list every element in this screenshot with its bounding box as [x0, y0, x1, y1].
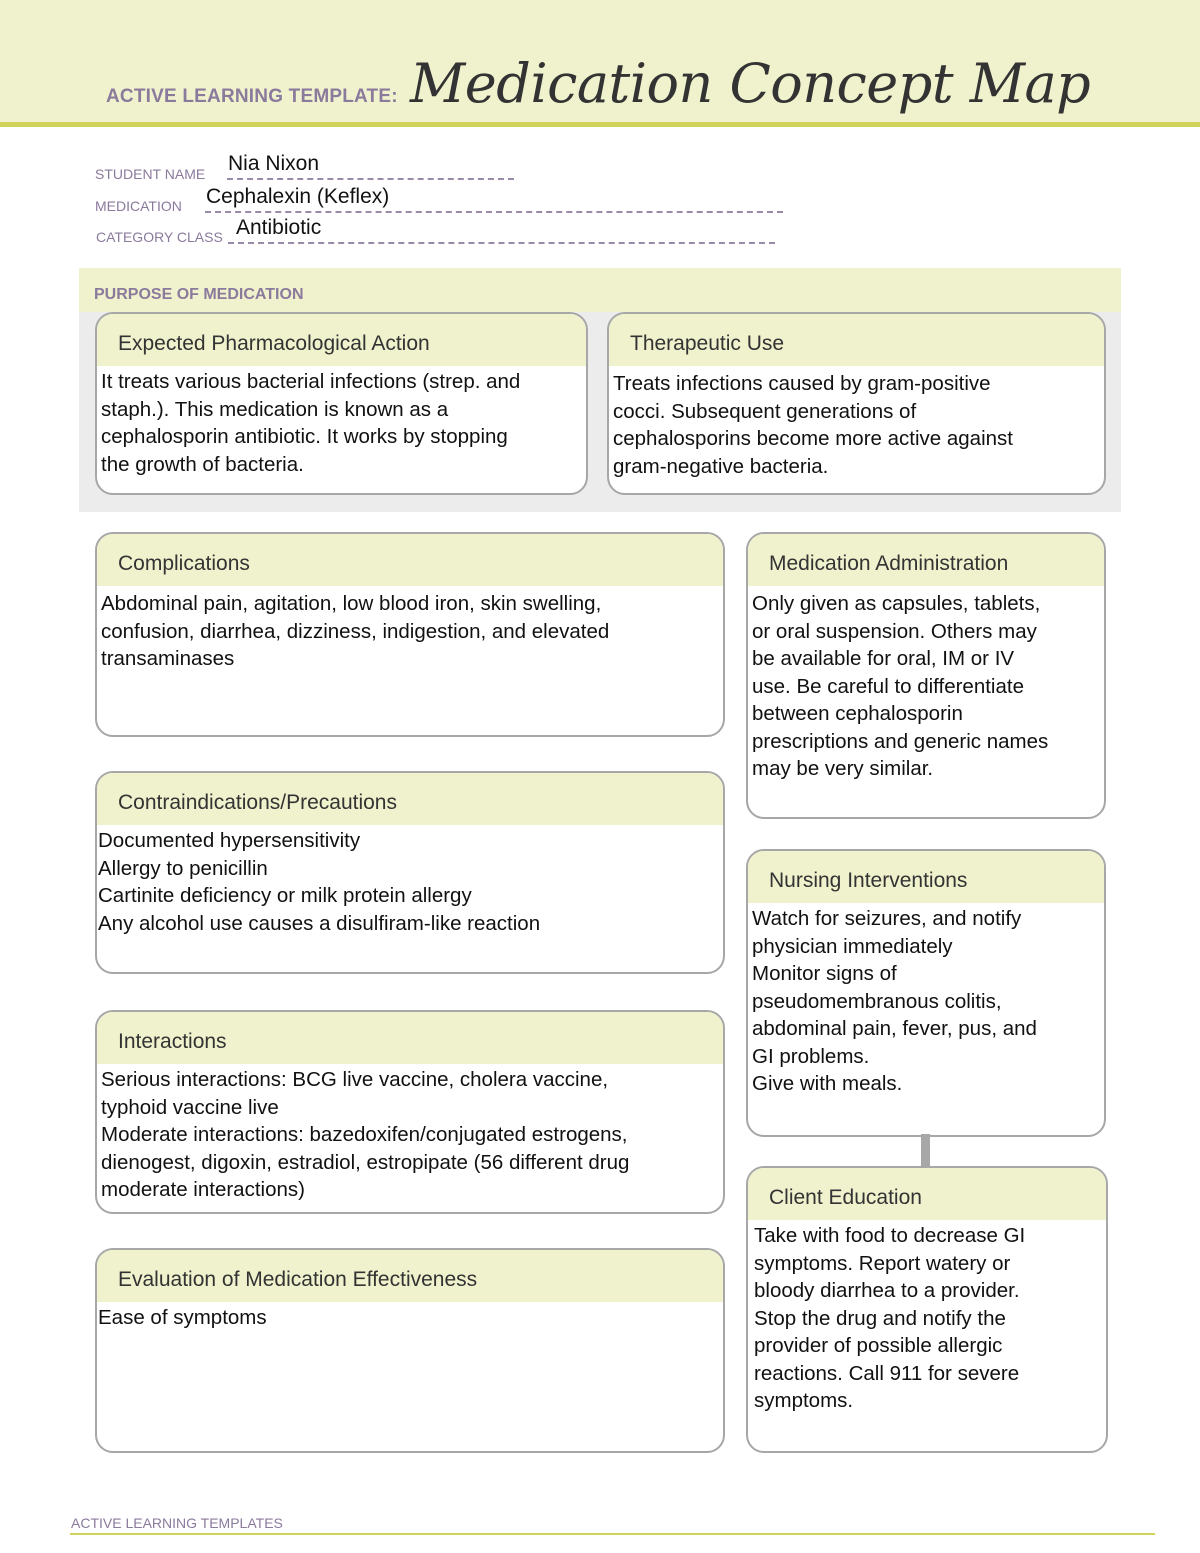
text-line: symptoms. [754, 1389, 854, 1412]
box-body[interactable] [609, 366, 1104, 482]
box-body[interactable] [97, 1064, 723, 1206]
text-line: confusion, diarrhea, dizziness, indigestion, and elevated [101, 619, 610, 643]
text-line: abdominal pain, fever, pus, and [752, 1017, 1037, 1040]
text-line: GI problems. [752, 1044, 870, 1068]
text-line: cephalosporins become more active against [613, 427, 1013, 450]
medication-label: MEDICATION [95, 198, 182, 214]
box-title: Nursing Interventions [748, 851, 1104, 903]
text-line: staph.). This medication is known as a [101, 397, 449, 421]
box-title: Client Education [748, 1168, 1106, 1220]
footer-label: ACTIVE LEARNING TEMPLATES [71, 1515, 283, 1531]
text-line: Treats infections caused by gram-positive [613, 372, 991, 395]
box-title: Therapeutic Use [609, 314, 1104, 366]
template-label: ACTIVE LEARNING TEMPLATE: [106, 86, 398, 107]
text-line: Abdominal pain, agitation, low blood iron, skin swelling, [101, 592, 602, 615]
box-body[interactable] [97, 366, 586, 480]
text-line: between cephalosporin [752, 702, 963, 725]
text-line: Ease of symptoms [98, 1306, 267, 1329]
therapeutic-use-box [607, 312, 1106, 495]
header-divider [0, 122, 1200, 127]
text-line: gram-negative bacteria. [613, 454, 829, 478]
text-line: Only given as capsules, tablets, [752, 592, 1041, 615]
medication-administration-box [746, 532, 1106, 819]
text-line: typhoid vaccine live [101, 1095, 279, 1119]
box-body[interactable] [97, 1302, 723, 1334]
contraindications-box [95, 771, 725, 974]
evaluation-box [95, 1248, 725, 1453]
text-line: transaminases [101, 647, 235, 670]
text-line: Cartinite deficiency or milk protein allergy [98, 884, 472, 907]
nursing-interventions-box [746, 849, 1106, 1137]
box-body[interactable] [97, 825, 723, 939]
student-name-line [227, 178, 514, 180]
text-line: Any alcohol use causes a disulfiram-like reaction [98, 911, 541, 935]
box-title: Medication Administration [748, 534, 1104, 586]
text-line: Monitor signs of [752, 962, 897, 985]
text-line: bloody diarrhea to a provider. [754, 1279, 1020, 1302]
text-line: Watch for seizures, and notify [752, 907, 1022, 930]
purpose-label: PURPOSE OF MEDICATION [94, 286, 304, 303]
text-line: use. Be careful to differentiate [752, 674, 1024, 698]
text-line: the growth of bacteria. [101, 452, 304, 476]
text-line: may be very similar. [752, 757, 934, 780]
client-education-box [746, 1166, 1108, 1453]
box-body[interactable] [748, 1220, 1106, 1417]
text-line: cephalosporin antibiotic. It works by stopping [101, 425, 508, 448]
expected-action-box [95, 312, 588, 495]
text-line: pseudomembranous colitis, [752, 989, 1002, 1013]
text-line: cocci. Subsequent generations of [613, 399, 917, 423]
box-title: Interactions [97, 1012, 723, 1064]
text-line: Serious interactions: BCG live vaccine, cholera vaccine, [101, 1068, 609, 1091]
student-name-value[interactable]: Nia Nixon [228, 152, 320, 175]
text-line: Give with meals. [752, 1072, 903, 1095]
complications-box [95, 532, 725, 737]
text-line: be available for oral, IM or IV [752, 647, 1015, 670]
box-title: Contraindications/Precautions [97, 773, 723, 825]
category-line [228, 242, 775, 244]
text-line: Allergy to penicillin [98, 856, 268, 880]
text-line: Moderate interactions: bazedoxifen/conjugated estrogens, [101, 1123, 628, 1146]
box-title: Expected Pharmacological Action [97, 314, 586, 366]
text-line: symptoms. Report watery or [754, 1251, 1011, 1275]
page-title: Medication Concept Map [410, 52, 1091, 115]
text-line: provider of possible allergic [754, 1334, 1003, 1357]
text-line: reactions. Call 911 for severe [754, 1361, 1020, 1385]
text-line: moderate interactions) [101, 1178, 305, 1201]
text-line: dienogest, digoxin, estradiol, estropipate (56 different drug [101, 1150, 630, 1174]
box-body[interactable] [748, 903, 1104, 1100]
box-title: Evaluation of Medication Effectiveness [97, 1250, 723, 1302]
footer-divider [70, 1533, 1155, 1535]
category-label: CATEGORY CLASS [96, 229, 223, 245]
box-body[interactable] [97, 586, 723, 675]
interactions-box [95, 1010, 725, 1214]
text-line: or oral suspension. Others may [752, 619, 1037, 643]
text-line: prescriptions and generic names [752, 729, 1049, 753]
box-title: Complications [97, 534, 723, 586]
text-line: Documented hypersensitivity [98, 829, 361, 852]
connector-line [921, 1134, 930, 1167]
student-name-label: STUDENT NAME [95, 166, 206, 182]
medication-value[interactable]: Cephalexin (Keflex) [206, 185, 390, 208]
text-line: Take with food to decrease GI [754, 1224, 1026, 1247]
box-body[interactable] [748, 586, 1104, 785]
text-line: It treats various bacterial infections (strep. and [101, 370, 521, 393]
category-value[interactable]: Antibiotic [236, 216, 322, 239]
text-line: Stop the drug and notify the [754, 1306, 1006, 1330]
medication-line [205, 211, 783, 213]
text-line: physician immediately [752, 934, 953, 958]
